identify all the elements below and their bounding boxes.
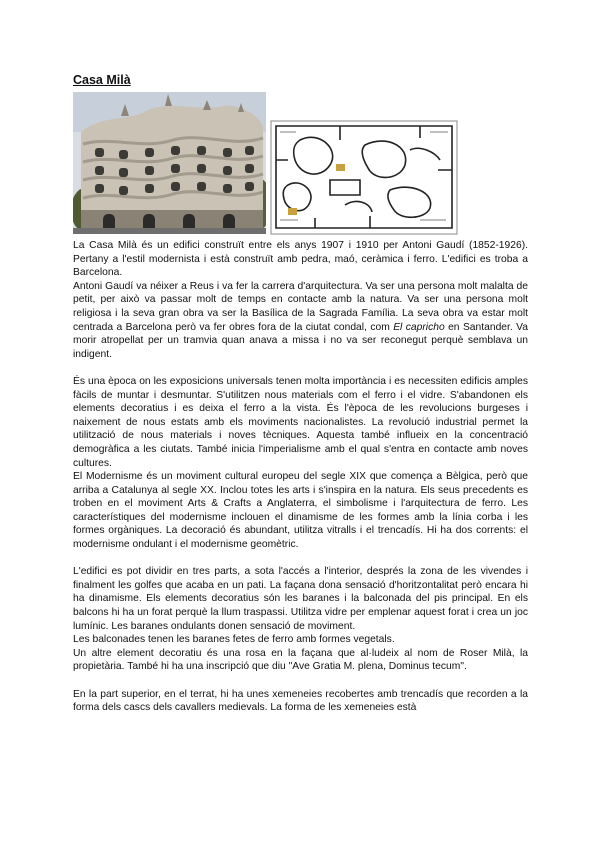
biography-paragraph [73, 280, 528, 362]
context-paragraph: És una època on les exposicions universals tenen molta importància i es necessiten edificis amples fàcils de muntar i desmuntar. S'utilitzen nous materials com el ferro i el vidre. S'abandonen els elements decoratius i es deixa el ferro a la vista. És l'època de les revolucions burgeses i naixement de nous estats amb els moviments nacionalistes. La revolució industrial permet la utilització de nous materials i noves tècniques. Aquesta també influeix en la concentració demogràfica a les ciutats. També inicia l'imperialisme amb el qual s'entra en contacte amb noves cultures. [73, 375, 528, 469]
article-body [73, 239, 528, 715]
page-title: Casa Milà [73, 73, 131, 87]
floor-plan-image [270, 120, 458, 235]
roof-paragraph: En la part superior, en el terrat, hi ha unes xemeneies recobertes amb trencadís que recorden a la forma dels cascs dels cavallers medievals. La forma de les xemeneies està [73, 688, 528, 714]
paragraph-gap [73, 552, 528, 566]
structure-paragraph: L'edifici es pot dividir en tres parts, a sota l'accés a l'interior, després la zona de les vivendes i finalment les golfes que acaba en un pati. La façana dona sensació d'horitzontalitat però encara hi ha dinamisme. Els elements decoratius són les baranes i la balconada del pis principal. En els balcons hi ha un forat perquè la llum traspassi. Utilitza vidre per emplenar aquest forat i crea un joc lumínic. Les baranes ondulants donen sensació de moviment. [73, 566, 528, 632]
paragraph-gap [73, 674, 528, 688]
balconies-paragraph: Les balconades tenen les baranes fetes de ferro amb formes vegetals. [73, 634, 395, 646]
modernism-paragraph: El Modernisme és un moviment cultural europeu del segle XIX que comença a Bèlgica, però que arriba a Catalunya al segle XX. Inclou totes les arts i s'inspira en la natura. Els seus precedents es troben en el moviment Arts & Crafts a Anglaterra, el simbolisme i l'arquitectura de ferro. Les característiques del modernisme inclouen el dinamisme de les formes amb la línia corba i les formes orgàniques. La decoració és abundant, utilitza vitralls i el trencadís. Hi ha dos corrents: el modernisme ondulant i el modernisme geomètric. [73, 471, 528, 551]
rose-paragraph: Un altre element decoratiu és una rosa en la façana que al·ludeix al nom de Roser Milà, la propietària. També hi ha una inscripció que diu "Ave Gratia M. plena, Dominus tecum". [73, 647, 528, 673]
paragraph-gap [73, 361, 528, 375]
casa-mila-photo [73, 92, 266, 234]
biography-text: Antoni Gaudí va néixer a Reus i va fer la carrera d'arquitectura. Va ser una persona molt malalta de petit, per això va passar molt de temps en contacte amb la natura. Va ser una persona molt religiosa i la seva gran obra va ser la Basílica de la Sagrada Família. La seva obra va estar molt centrada a Barcelona però va fer obres fora de la ciutat condal, com [73, 280, 528, 333]
el-capricho-reference: El capricho [393, 321, 445, 333]
intro-paragraph: La Casa Milà és un edifici construït entre els anys 1907 i 1910 per Antoni Gaudí (1852-1926). Pertany a l'estil modernista i està construït amb pedra, maó, ceràmica i ferro. L'edifici es troba a Barcelona. [73, 240, 528, 279]
biography-text-end: en Santander. Va morir atropellat per un tramvia quan anava a missa i no va ser reconegut perquè semblava un indigent. [73, 321, 528, 360]
